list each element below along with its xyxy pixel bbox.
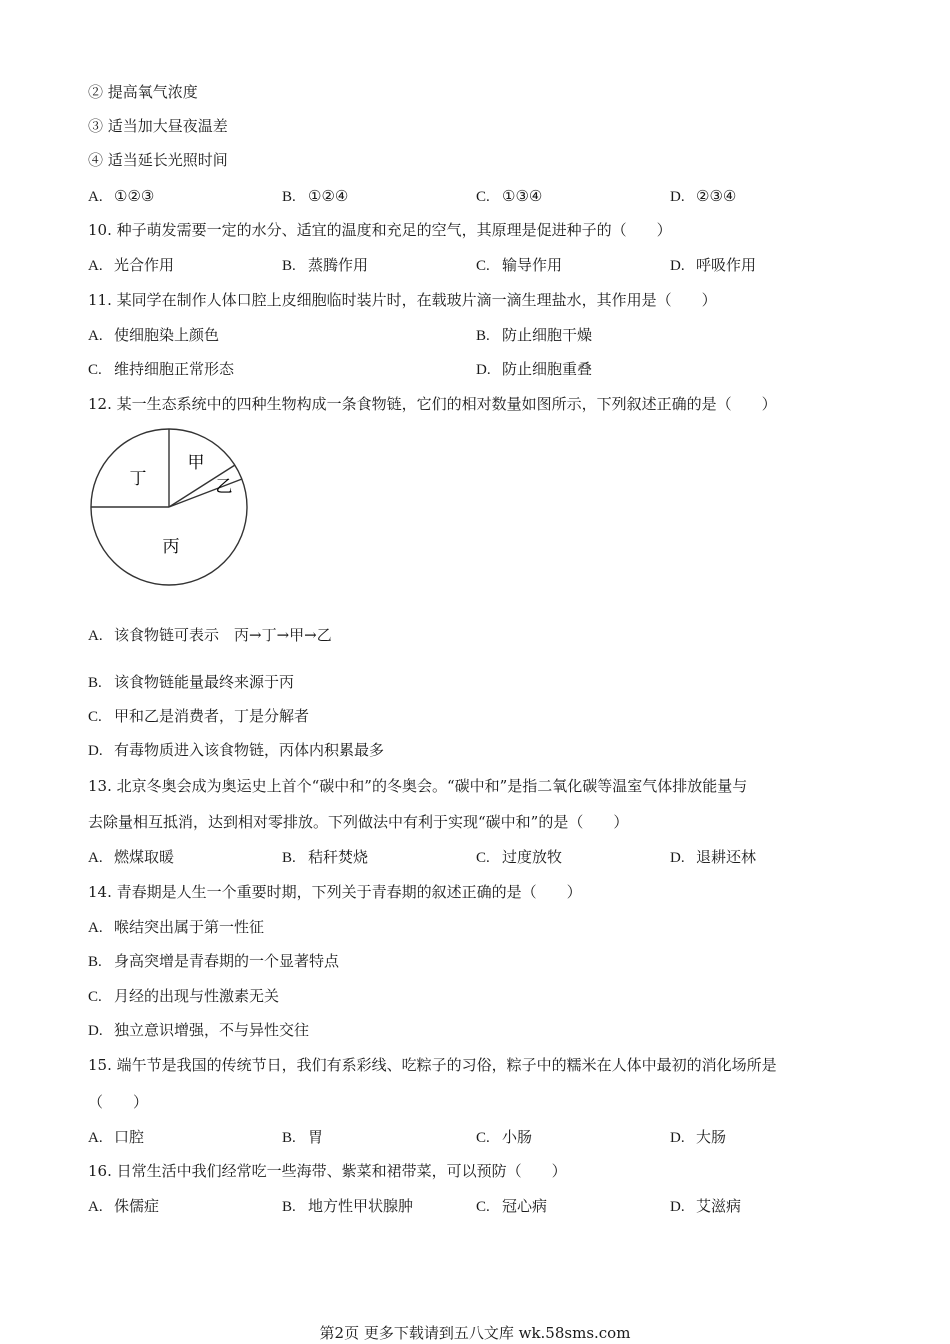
q10-option-d: D. 呼吸作用 [670,256,757,274]
q9-item-3: ③ 适当加大昼夜温差 [88,117,228,135]
q13-option-a: A. 燃煤取暖 [88,848,175,866]
q10-option-a: A. 光合作用 [88,256,175,274]
q14-option-c: C. 月经的出现与性激素无关 [88,987,280,1005]
q11-option-c: C. 维持细胞正常形态 [88,360,235,378]
q13-option-c: C. 过度放牧 [476,848,563,866]
pie-label-ding: 丁 [129,469,147,489]
food-chain-pie-chart [88,428,252,590]
q15-stem-line1: 15. 端午节是我国的传统节日，我们有系彩线、吃粽子的习俗，粽子中的糯米在人体中最初的消化场所是 [88,1056,777,1074]
q11-option-b: B. 防止细胞干燥 [476,326,593,344]
q15-option-a: A. 口腔 [88,1128,145,1146]
q12-option-d: D. 有毒物质进入该食物链，丙体内积累最多 [88,741,385,759]
q16-stem: 16. 日常生活中我们经常吃一些海带、紫菜和裙带菜，可以预防（ ） [88,1162,567,1180]
q15-option-c: C. 小肠 [476,1128,533,1146]
q14-option-d: D. 独立意识增强，不与异性交往 [88,1021,310,1039]
q14-option-b: B. 身高突增是青春期的一个显著特点 [88,952,340,970]
q9-item-2: ② 提高氧气浓度 [88,83,198,101]
q10-stem: 10. 种子萌发需要一定的水分、适宜的温度和充足的空气，其原理是促进种子的（ ） [88,221,672,239]
page-footer: 第2页 更多下载请到五八文库 wk.58sms.com [319,1324,631,1342]
q9-item-4: ④ 适当延长光照时间 [88,151,228,169]
q14-stem: 14. 青春期是人生一个重要时期，下列关于青春期的叙述正确的是（ ） [88,883,582,901]
q12-option-c: C. 甲和乙是消费者，丁是分解者 [88,707,310,725]
q16-option-d: D. 艾滋病 [670,1197,742,1215]
q12-option-b: B. 该食物链能量最终来源于丙 [88,673,295,691]
q11-stem: 11. 某同学在制作人体口腔上皮细胞临时装片时，在载玻片滴一滴生理盐水，其作用是（ ） [88,291,717,309]
q9-option-b: B. ①②④ [282,187,349,205]
q16-option-c: C. 冠心病 [476,1197,548,1215]
q12-stem: 12. 某一生态系统中的四种生物构成一条食物链，它们的相对数量如图所示，下列叙述正确的是（ ） [88,395,777,413]
pie-label-bing: 丙 [162,537,180,557]
q9-option-c: C. ①③④ [476,187,543,205]
q16-option-a: A. 侏儒症 [88,1197,160,1215]
q15-stem-line2: （ ） [88,1093,149,1111]
q9-option-a: A. ①②③ [88,187,155,205]
pie-label-jia: 甲 [187,453,205,473]
q14-option-a: A. 喉结突出属于第一性征 [88,918,265,936]
q13-option-d: D. 退耕还林 [670,848,757,866]
q16-option-b: B. 地方性甲状腺肿 [282,1197,414,1215]
q11-option-d: D. 防止细胞重叠 [476,360,593,378]
pie-label-yi: 乙 [215,477,233,497]
q12-option-a: A. 该食物链可表示 丙→丁→甲→乙 [88,626,332,644]
q11-option-a: A. 使细胞染上颜色 [88,326,220,344]
q15-option-d: D. 大肠 [670,1128,727,1146]
q13-option-b: B. 秸秆焚烧 [282,848,369,866]
q10-option-b: B. 蒸腾作用 [282,256,369,274]
q15-option-b: B. 胃 [282,1128,324,1146]
q13-stem-line1: 13. 北京冬奥会成为奥运史上首个“碳中和”的冬奥会。“碳中和”是指二氧化碳等温室气体排放能量与 [88,777,748,795]
q13-stem-line2: 去除量相互抵消，达到相对零排放。下列做法中有利于实现“碳中和”的是（ ） [88,813,629,831]
q9-option-d: D. ②③④ [670,187,737,205]
q10-option-c: C. 输导作用 [476,256,563,274]
